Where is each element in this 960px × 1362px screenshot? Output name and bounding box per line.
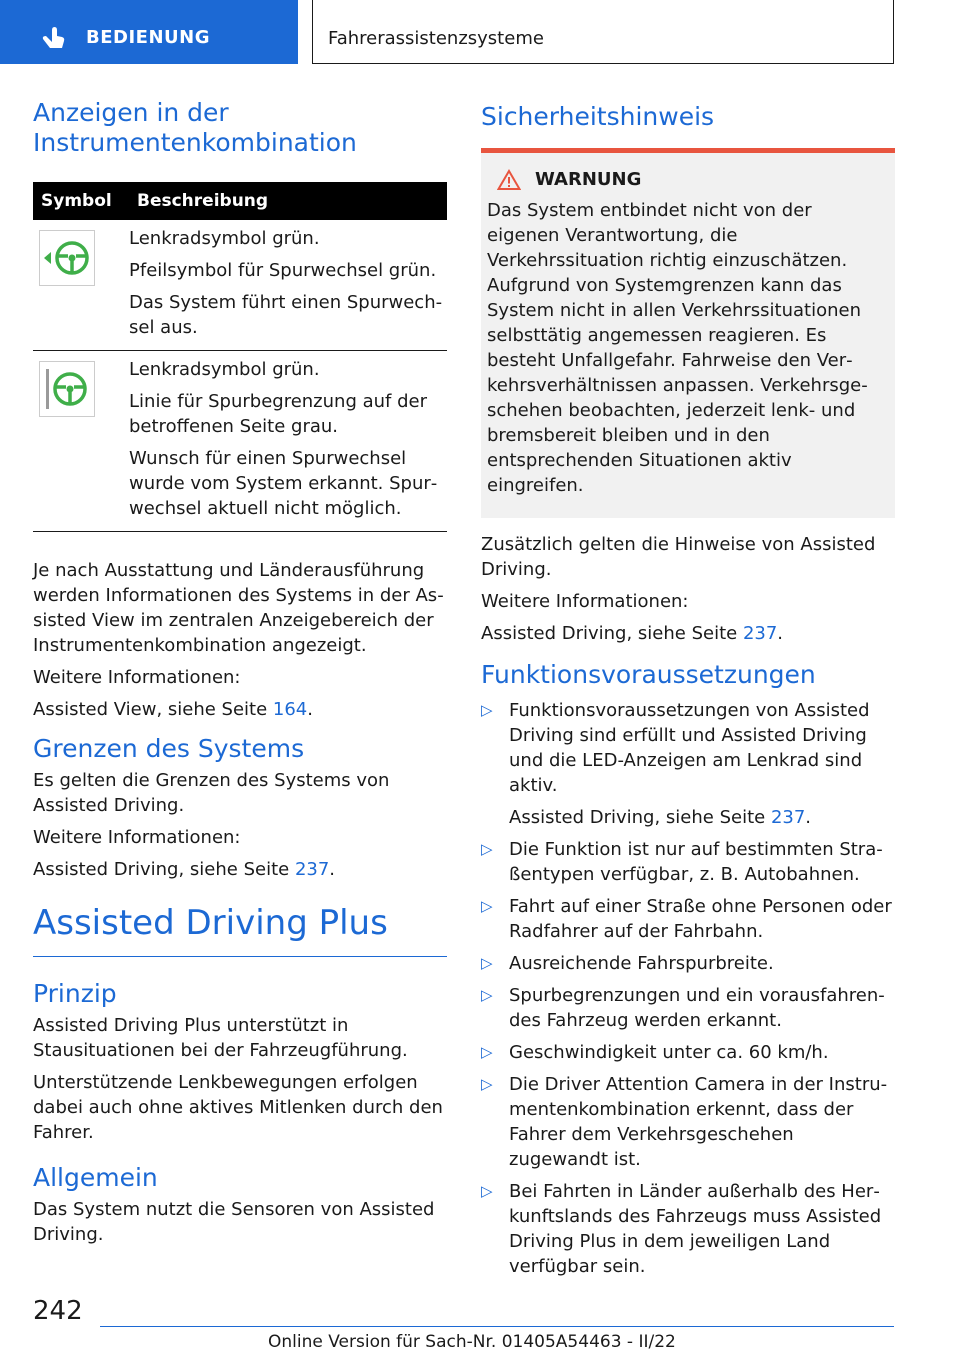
paragraph-grenzen: Es gelten die Grenzen des Systems von Assisted Driving. [33, 770, 390, 816]
warning-triangle-icon [497, 169, 521, 191]
right-column [481, 98, 895, 1286]
warning-box [481, 153, 895, 518]
table-row [33, 351, 447, 532]
triangle-bullet-icon: ▷ [481, 954, 493, 972]
reference-assisted-driving: Assisted Driving, siehe Seite 237. [481, 623, 784, 644]
list-item: ▷ Spurbegrenzungen und ein vorausfahrendes Fahrzeug werden erkannt. [481, 985, 885, 1031]
section-tab [0, 0, 298, 64]
paragraph-weitere: Weitere Informationen: [33, 667, 241, 688]
footer-online-version: Online Version für Sach-Nr. 01405A54463 - II/22 [268, 1332, 676, 1352]
triangle-bullet-icon: ▷ [481, 1043, 493, 1061]
paragraph-ausstattung: Je nach Ausstattung und Länderausführung werden Informationen des Systems in der Assisted View im zentralen Anzeigebereich der Instrumentenkombination angezeigt. [33, 560, 444, 656]
section-label: BEDIENUNG [86, 27, 210, 48]
reference-assisted-driving: Assisted Driving, siehe Seite 237. [509, 807, 812, 828]
requirements-list [481, 698, 895, 1279]
triangle-bullet-icon: ▷ [481, 1075, 493, 1093]
heading-prinzip: Prinzip [33, 979, 117, 1008]
hand-pointer-icon [40, 22, 68, 50]
reference-assisted-view: Assisted View, siehe Seite 164. [33, 699, 313, 720]
triangle-bullet-icon: ▷ [481, 897, 493, 915]
triangle-bullet-icon: ▷ [481, 1182, 493, 1200]
list-item: ▷ Die Driver Attention Camera in der Instrumentenkombination erkennt, dass der Fahrer dem Verkehrsgeschehen zugewandt ist. [481, 1074, 888, 1170]
triangle-bullet-icon: ▷ [481, 840, 493, 858]
steering-wheel-line-grey-icon [39, 361, 95, 417]
heading-rule [33, 956, 447, 957]
list-item: ▷ Ausreichende Fahrspurbreite. [481, 953, 774, 974]
warning-text: Das System entbindet nicht von der eigenen Verantwortung, die Verkehrssituation richtig einzuschätzen. Aufgrund von Systemgrenzen kann das System nicht in allen Verkehrssituationen selbsttätig angemessen reagieren. Es besteht Unfallgefahr. Fahrweise den Verkehrsverhältnissen anpassen. Verkehrsgeschehen beobachten, jederzeit lenk- und bremsbereit bleiben und in den entsprechenden Situationen aktiv eingreifen. [487, 200, 868, 496]
page-link[interactable]: 237 [294, 859, 330, 880]
page-link[interactable]: 237 [742, 623, 778, 644]
heading-sicherheitshinweis: Sicherheitshinweis [481, 102, 715, 131]
table-row [33, 220, 447, 351]
paragraph-weitere: Weitere Informationen: [33, 827, 241, 848]
desc-line: Wunsch für einen Spurwechsel wurde vom System erkannt. Spurwechsel aktuell nicht möglich. [129, 448, 438, 519]
desc-line: Lenkradsymbol grün. [129, 228, 320, 249]
paragraph-prinzip-2: Unterstützende Lenkbewegungen erfolgen dabei auch ohne aktives Mitlenken durch den Fahrer. [33, 1072, 443, 1143]
paragraph-zusatz: Zusätzlich gelten die Hinweise von Assisted Driving. [481, 534, 876, 580]
table-header-symbol: Symbol [33, 182, 129, 220]
warning-title: WARNUNG [535, 169, 642, 190]
footer-rule [100, 1326, 894, 1327]
list-item: ▷ Bei Fahrten in Länder außerhalb des Herkunftslands des Fahrzeugs muss Assisted Driving Plus in dem jeweiligen Land verfügbar sein. [481, 1181, 882, 1277]
triangle-bullet-icon: ▷ [481, 986, 493, 1004]
paragraph-allgemein: Das System nutzt die Sensoren von Assisted Driving. [33, 1199, 435, 1245]
table-header-description: Beschreibung [129, 182, 447, 220]
page-number: 242 [33, 1296, 83, 1326]
page-link[interactable]: 237 [770, 807, 806, 828]
paragraph-prinzip-1: Assisted Driving Plus unterstützt in Stausituationen bei der Fahrzeugführung. [33, 1015, 408, 1061]
list-item: ▷ Geschwindigkeit unter ca. 60 km/h. [481, 1042, 829, 1063]
heading-anzeigen: Anzeigen in der Instrumentenkombination [33, 98, 357, 157]
heading-grenzen: Grenzen des Systems [33, 734, 305, 763]
reference-assisted-driving: Assisted Driving, siehe Seite 237. [33, 859, 336, 880]
desc-line: Das System führt einen Spurwechsel aus. [129, 292, 443, 338]
paragraph-weitere: Weitere Informationen: [481, 591, 689, 612]
list-item: ▷ Die Funktion ist nur auf bestimmten Straßentypen verfügbar, z. B. Autobahnen. [481, 839, 883, 885]
desc-line: Pfeilsymbol für Spurwechsel grün. [129, 260, 437, 281]
chapter-tab [312, 0, 894, 64]
heading-funktionsvoraussetzungen: Funktionsvoraussetzungen [481, 660, 816, 689]
symbol-table [33, 182, 447, 532]
list-item: ▷ Funktionsvoraussetzungen von Assisted Driving sind erfüllt und Assisted Driving und die LED-Anzeigen am Lenkrad sind aktiv. Assisted Driving, siehe Seite 237. [481, 698, 895, 830]
heading-assisted-driving-plus: Assisted Driving Plus [33, 903, 388, 943]
heading-allgemein: Allgemein [33, 1163, 158, 1192]
page-link[interactable]: 164 [272, 699, 308, 720]
triangle-bullet-icon: ▷ [481, 701, 493, 719]
desc-line: Linie für Spurbegrenzung auf der betroffenen Seite grau. [129, 391, 427, 437]
steering-wheel-arrow-green-icon [39, 230, 95, 286]
desc-line: Lenkradsymbol grün. [129, 359, 320, 380]
list-item: ▷ Fahrt auf einer Straße ohne Personen oder Radfahrer auf der Fahrbahn. [481, 896, 892, 942]
left-column [33, 98, 447, 1247]
chapter-label: Fahrerassistenzsysteme [328, 28, 544, 49]
